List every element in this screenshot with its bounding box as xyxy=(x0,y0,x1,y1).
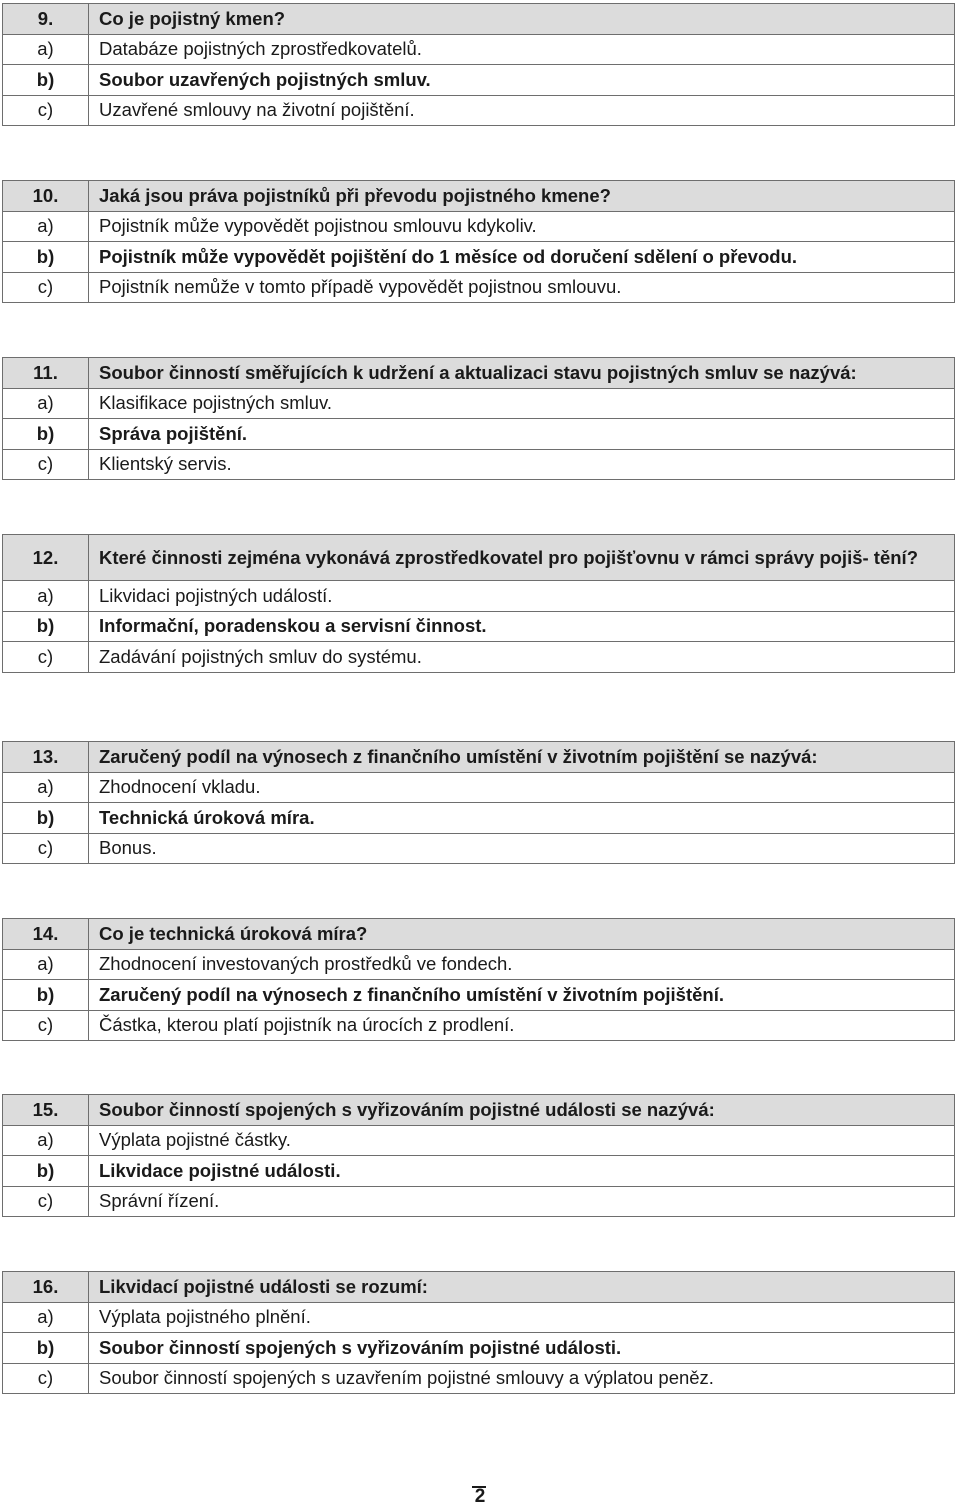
answer-row-b xyxy=(3,1333,955,1364)
answer-row-c xyxy=(3,833,955,864)
answer-text: Zhodnocení investovaných prostředků ve fondech. xyxy=(89,949,955,980)
question-number: 12. xyxy=(3,535,89,581)
answer-text: Zhodnocení vkladu. xyxy=(89,772,955,803)
question-block-15 xyxy=(2,1094,955,1217)
question-header xyxy=(3,742,955,773)
answer-row-b xyxy=(3,803,955,834)
answer-label: a) xyxy=(3,949,89,980)
answer-label: a) xyxy=(3,581,89,612)
answer-label: a) xyxy=(3,211,89,242)
answer-text: Technická úroková míra. xyxy=(89,803,955,834)
answer-label: b) xyxy=(3,611,89,642)
answer-label: b) xyxy=(3,242,89,273)
answer-text: Likvidaci pojistných událostí. xyxy=(89,581,955,612)
answer-row-a xyxy=(3,211,955,242)
question-header xyxy=(3,1095,955,1126)
question-block-9 xyxy=(2,3,955,126)
answer-text: Správa pojištění. xyxy=(89,419,955,450)
question-text: Jaká jsou práva pojistníků při převodu pojistného kmene? xyxy=(89,181,955,212)
answer-row-c xyxy=(3,642,955,673)
answer-label: b) xyxy=(3,1156,89,1187)
question-block-12 xyxy=(2,534,955,673)
answer-text: Výplata pojistného plnění. xyxy=(89,1302,955,1333)
answer-label: a) xyxy=(3,388,89,419)
answer-text: Klasifikace pojistných smluv. xyxy=(89,388,955,419)
question-text: Které činnosti zejména vykonává zprostředkovatel pro pojišťovnu v rámci správy pojiš- tění? xyxy=(89,535,955,581)
answer-label: c) xyxy=(3,272,89,303)
question-text: Soubor činností spojených s vyřizováním pojistné události se nazývá: xyxy=(89,1095,955,1126)
question-text: Co je pojistný kmen? xyxy=(89,4,955,35)
answer-text: Uzavřené smlouvy na životní pojištění. xyxy=(89,95,955,126)
answer-label: b) xyxy=(3,65,89,96)
answer-label: a) xyxy=(3,1302,89,1333)
question-number: 10. xyxy=(3,181,89,212)
answer-label: a) xyxy=(3,34,89,65)
answer-row-a xyxy=(3,949,955,980)
answer-row-c xyxy=(3,95,955,126)
question-text: Likvidací pojistné události se rozumí: xyxy=(89,1272,955,1303)
question-block-16 xyxy=(2,1271,955,1394)
answer-row-a xyxy=(3,1302,955,1333)
answer-text: Zaručený podíl na výnosech z finančního umístění v životním pojištění. xyxy=(89,980,955,1011)
answer-text: Databáze pojistných zprostředkovatelů. xyxy=(89,34,955,65)
answer-text: Soubor uzavřených pojistných smluv. xyxy=(89,65,955,96)
question-header xyxy=(3,358,955,389)
question-number: 13. xyxy=(3,742,89,773)
question-block-11 xyxy=(2,357,955,480)
answer-row-b xyxy=(3,980,955,1011)
question-text: Zaručený podíl na výnosech z finančního umístění v životním pojištění se nazývá: xyxy=(89,742,955,773)
answer-row-a xyxy=(3,1125,955,1156)
question-header xyxy=(3,535,955,581)
answer-text: Bonus. xyxy=(89,833,955,864)
answer-text: Pojistník nemůže v tomto případě vypovědět pojistnou smlouvu. xyxy=(89,272,955,303)
answer-label: b) xyxy=(3,980,89,1011)
answer-row-b xyxy=(3,419,955,450)
question-number: 16. xyxy=(3,1272,89,1303)
question-table xyxy=(2,1094,955,1217)
question-block-10 xyxy=(2,180,955,303)
answer-row-b xyxy=(3,1156,955,1187)
question-table xyxy=(2,180,955,303)
answer-text: Správní řízení. xyxy=(89,1186,955,1217)
answer-label: c) xyxy=(3,449,89,480)
answer-label: b) xyxy=(3,803,89,834)
question-header xyxy=(3,1272,955,1303)
answer-text: Soubor činností spojených s uzavřením pojistné smlouvy a výplatou peněz. xyxy=(89,1363,955,1394)
answer-row-c xyxy=(3,449,955,480)
question-table xyxy=(2,741,955,864)
answer-text: Likvidace pojistné události. xyxy=(89,1156,955,1187)
question-block-14 xyxy=(2,918,955,1041)
question-header xyxy=(3,181,955,212)
answer-label: c) xyxy=(3,1363,89,1394)
question-text: Soubor činností směřujících k udržení a aktualizaci stavu pojistných smluv se nazývá: xyxy=(89,358,955,389)
answer-label: c) xyxy=(3,1186,89,1217)
question-text: Co je technická úroková míra? xyxy=(89,919,955,950)
question-header xyxy=(3,4,955,35)
question-table xyxy=(2,357,955,480)
answer-label: b) xyxy=(3,419,89,450)
question-number: 11. xyxy=(3,358,89,389)
question-table xyxy=(2,1271,955,1394)
answer-label: a) xyxy=(3,772,89,803)
question-block-13 xyxy=(2,741,955,864)
answer-row-c xyxy=(3,1363,955,1394)
question-header xyxy=(3,919,955,950)
question-number: 14. xyxy=(3,919,89,950)
answer-text: Informační, poradenskou a servisní činnost. xyxy=(89,611,955,642)
answer-text: Pojistník může vypovědět pojistnou smlouvu kdykoliv. xyxy=(89,211,955,242)
answer-text: Výplata pojistné částky. xyxy=(89,1125,955,1156)
answer-row-b xyxy=(3,65,955,96)
answer-label: c) xyxy=(3,95,89,126)
question-table xyxy=(2,534,955,673)
answer-text: Klientský servis. xyxy=(89,449,955,480)
answer-row-c xyxy=(3,272,955,303)
question-number: 9. xyxy=(3,4,89,35)
answer-label: c) xyxy=(3,642,89,673)
answer-row-a xyxy=(3,34,955,65)
answer-label: c) xyxy=(3,1010,89,1041)
answer-text: Soubor činností spojených s vyřizováním pojistné události. xyxy=(89,1333,955,1364)
answer-label: c) xyxy=(3,833,89,864)
answer-row-a xyxy=(3,388,955,419)
answer-row-b xyxy=(3,242,955,273)
answer-text: Pojistník může vypovědět pojištění do 1 měsíce od doručení sdělení o převodu. xyxy=(89,242,955,273)
answer-row-a xyxy=(3,581,955,612)
answer-label: b) xyxy=(3,1333,89,1364)
question-table xyxy=(2,3,955,126)
answer-row-c xyxy=(3,1010,955,1041)
answer-row-c xyxy=(3,1186,955,1217)
answer-label: a) xyxy=(3,1125,89,1156)
page-number: 2 xyxy=(474,1486,486,1507)
question-table xyxy=(2,918,955,1041)
question-number: 15. xyxy=(3,1095,89,1126)
answer-text: Částka, kterou platí pojistník na úrocích z prodlení. xyxy=(89,1010,955,1041)
answer-row-a xyxy=(3,772,955,803)
answer-text: Zadávání pojistných smluv do systému. xyxy=(89,642,955,673)
answer-row-b xyxy=(3,611,955,642)
